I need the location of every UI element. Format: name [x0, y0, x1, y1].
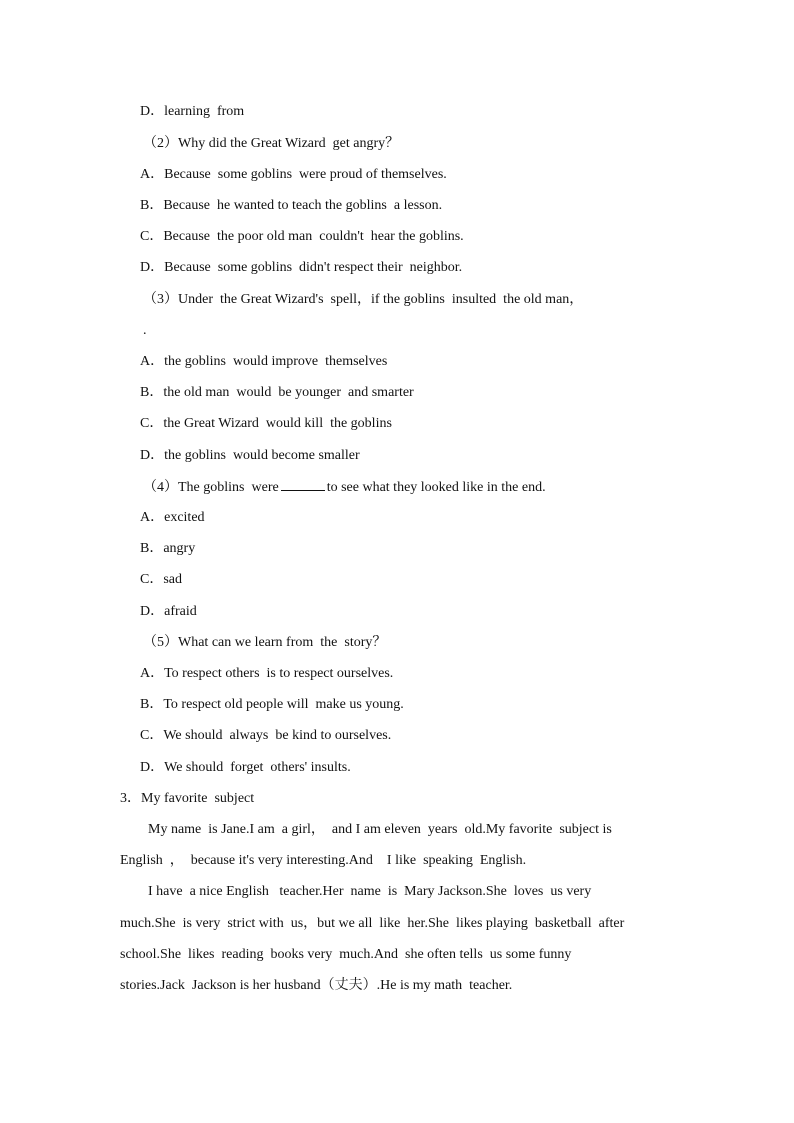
q4-option-c: C．sad: [140, 572, 182, 587]
q3-option-d: D．the goblins would become smaller: [140, 448, 360, 463]
q4-stem-before: （4）The goblins were: [143, 480, 279, 495]
passage-line: English ， because it's very interesting.And I like speaking English.: [120, 853, 527, 868]
q5-option-d: D．We should forget others' insults.: [140, 760, 351, 775]
passage-line: school.She likes reading books very much.And she often tells us some funny: [120, 947, 572, 962]
q2-option-a: A．Because some goblins were proud of themselves.: [140, 167, 447, 182]
q2-stem: （2）Why did the Great Wizard get angry？: [143, 136, 400, 151]
passage-line: much.She is very strict with us，but we all like her.She likes playing basketball after: [120, 916, 625, 931]
passage-line: stories.Jack Jackson is her husband（丈夫）.He is my math teacher.: [120, 978, 513, 993]
q3-option-c: C．the Great Wizard would kill the goblins: [140, 416, 392, 431]
passage-line: I have a nice English teacher.Her name is Mary Jackson.She loves us very: [148, 884, 592, 899]
q1-option-d: D．learning from: [140, 104, 245, 119]
q2-option-d: D．Because some goblins didn't respect their neighbor.: [140, 260, 463, 275]
q4-blank: [281, 478, 325, 491]
q3-option-b: B．the old man would be younger and smarter: [140, 385, 414, 400]
q4-option-d: D．afraid: [140, 604, 197, 619]
q3-stem: （3）Under the Great Wizard's spell，if the goblins insulted the old man，: [143, 292, 584, 307]
q2-option-c: C．Because the poor old man couldn't hear the goblins.: [140, 229, 464, 244]
q4-stem-after: to see what they looked like in the end.: [326, 480, 546, 495]
q4-option-a: A．excited: [140, 510, 205, 525]
q5-option-a: A．To respect others is to respect ourselves.: [140, 666, 394, 681]
q5-stem: （5）What can we learn from the story？: [143, 635, 387, 650]
q3-option-a: A．the goblins would improve themselves: [140, 354, 388, 369]
q3-answer-blank: .: [143, 323, 147, 338]
passage-line: My name is Jane.I am a girl， and I am eleven years old.My favorite subject is: [148, 822, 612, 837]
q2-option-b: B．Because he wanted to teach the goblins a lesson.: [140, 198, 443, 213]
q4-stem: [143, 478, 546, 497]
q4-option-b: B．angry: [140, 541, 196, 556]
section-3-heading: 3．My favorite subject: [120, 791, 255, 806]
q5-option-c: C．We should always be kind to ourselves.: [140, 728, 392, 743]
q5-option-b: B．To respect old people will make us young.: [140, 697, 404, 712]
